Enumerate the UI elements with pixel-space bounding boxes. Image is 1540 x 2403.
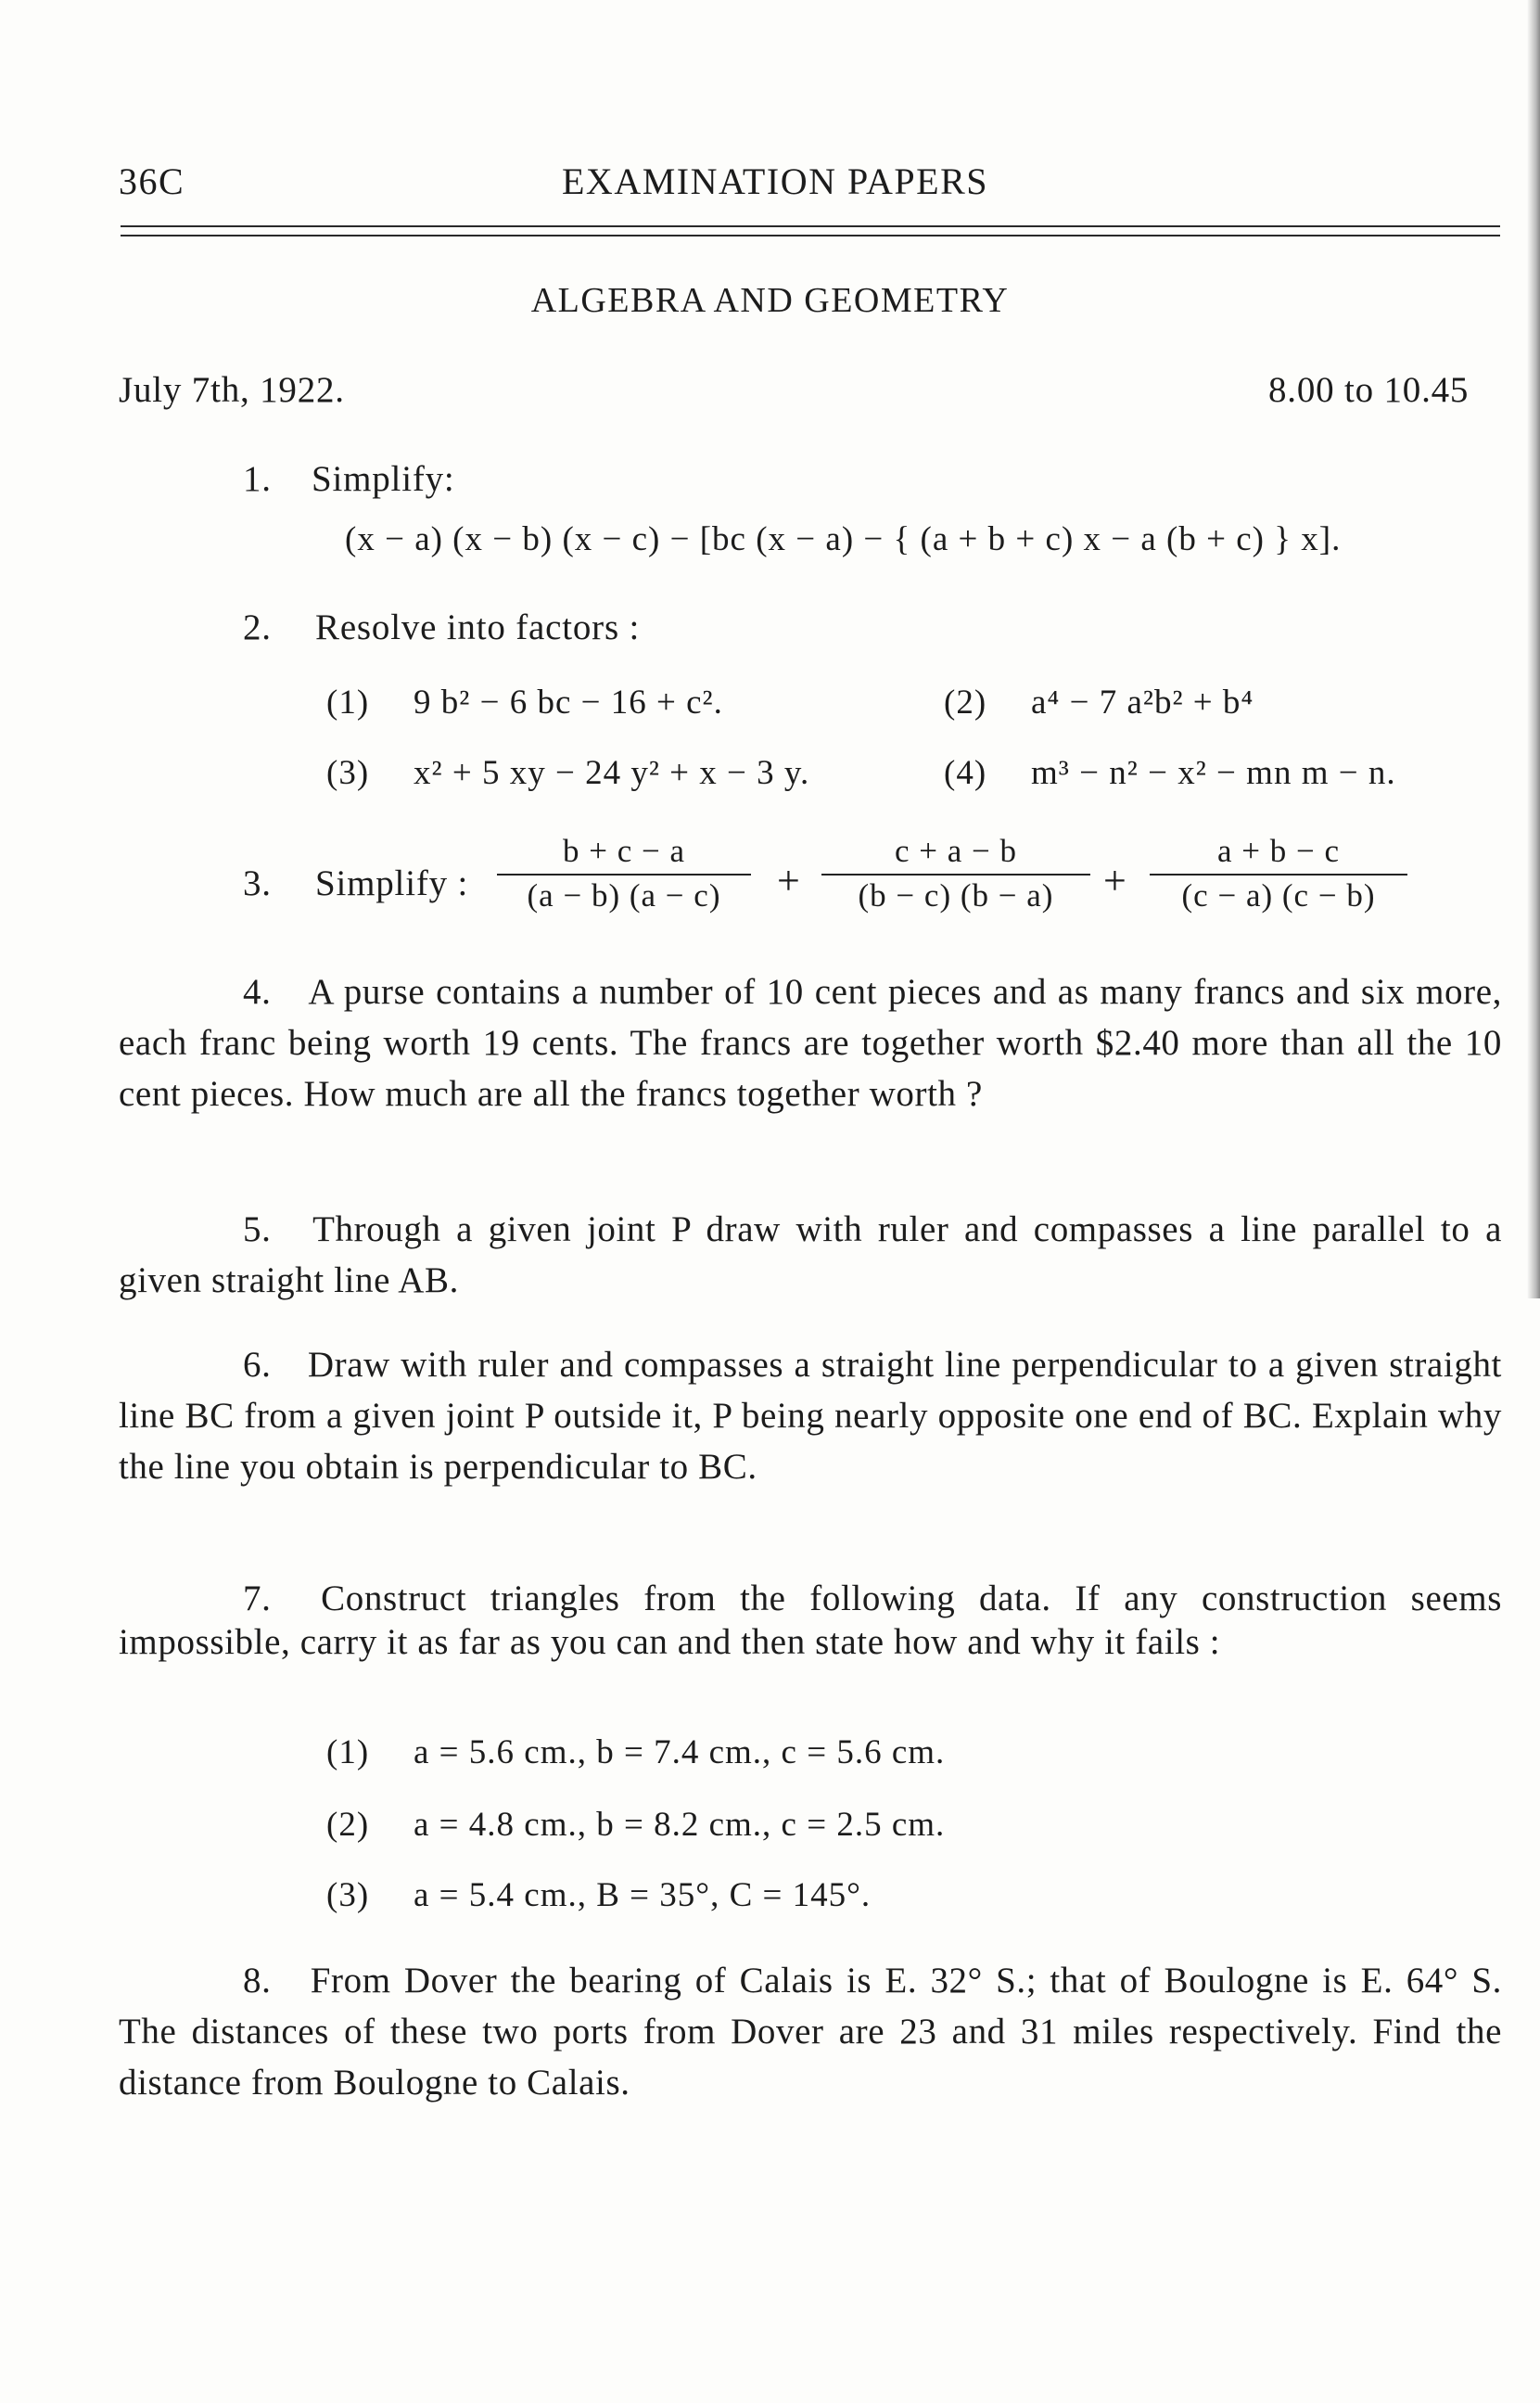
q3-plus-1: + [777, 858, 800, 903]
q6-number: 6. [243, 1345, 272, 1385]
q5-text: Through a given joint P draw with ruler and compasses a line parallel to a given straight line AB. [119, 1209, 1502, 1300]
q7-part1-data: a = 5.6 cm., b = 7.4 cm., c = 5.6 cm. [414, 1733, 946, 1771]
q8-text: From Dover the bearing of Calais is E. 32° S.; that of Boulogne is E. 64° S. The distances of these two ports from Dover are 23 and 31 miles respectively. Find the distance from Boulogne to Calais. [119, 1961, 1502, 2103]
q1-number: 1. [243, 459, 272, 499]
q3-fraction-2 [821, 833, 1090, 914]
exam-time: 8.00 to 10.45 [1268, 370, 1470, 410]
q3-label: Simplify : [315, 863, 469, 903]
q7-paragraph [119, 1577, 1502, 1664]
q7-part1-number: (1) [326, 1733, 370, 1771]
q3-fraction-3-denominator: (c − a) (c − b) [1181, 877, 1376, 914]
q6-paragraph [119, 1339, 1502, 1492]
q1-expression: (x − a) (x − b) (x − c) − [bc (x − a) − { (a + b + c) x − a (b + c) } x]. [345, 520, 1342, 558]
q8-number: 8. [243, 1961, 272, 2000]
q4-text: A purse contains a number of 10 cent pieces and as many francs and six more, each franc being worth 19 cents. The francs are together worth $2.40 more than all the 10 cent pieces. How much are all the francs together worth ? [119, 972, 1502, 1114]
q2-part2-expression: a⁴ − 7 a²b² + b⁴ [1031, 684, 1254, 722]
q4-paragraph [119, 966, 1502, 1119]
q2-part3-expression: x² + 5 xy − 24 y² + x − 3 y. [414, 754, 810, 792]
q3-fraction-2-denominator: (b − c) (b − a) [858, 877, 1054, 914]
q3-fraction-1 [497, 833, 751, 914]
q6-text: Draw with ruler and compasses a straight line perpendicular to a given straight line BC from a given joint P outside it, P being nearly opposite one end of BC. Explain why the line you obtain is perpendicular to BC. [119, 1345, 1502, 1487]
q7-part2-data: a = 4.8 cm., b = 8.2 cm., c = 2.5 cm. [414, 1806, 946, 1844]
q2-label: Resolve into factors : [315, 607, 641, 647]
page-number: 36C [119, 160, 185, 202]
q7-part3-number: (3) [326, 1876, 370, 1914]
q3-fraction-2-numerator: c + a − b [894, 833, 1018, 869]
q2-part3-number: (3) [326, 754, 370, 792]
page-edge-shadow [1527, 0, 1540, 1298]
q1-label: Simplify: [312, 459, 455, 499]
q8-paragraph [119, 1955, 1502, 2108]
q7-part3-data: a = 5.4 cm., B = 35°, C = 145°. [414, 1876, 872, 1914]
q3-fraction-3 [1150, 833, 1407, 914]
q3-fraction-3-numerator: a + b − c [1216, 833, 1341, 869]
q3-fraction-1-denominator: (a − b) (a − c) [527, 877, 721, 914]
q5-number: 5. [243, 1209, 272, 1249]
q7-text: Construct triangles from the following data. If any construction seems impossible, carry it as far as you can and then state how and why it fails : [119, 1579, 1502, 1662]
q3-number: 3. [243, 863, 272, 903]
header-rule-bottom [121, 235, 1500, 236]
q3-fraction-1-numerator: b + c − a [562, 833, 686, 869]
q7-part2-number: (2) [326, 1806, 370, 1844]
q2-number: 2. [243, 607, 272, 647]
q7-number: 7. [243, 1579, 272, 1618]
q2-part1-expression: 9 b² − 6 bc − 16 + c². [414, 684, 723, 722]
q2-part4-number: (4) [944, 754, 987, 792]
section-title: ALGEBRA AND GEOMETRY [530, 281, 1010, 320]
q3-plus-2: + [1103, 858, 1126, 903]
exam-date: July 7th, 1922. [119, 370, 345, 410]
running-title: EXAMINATION PAPERS [562, 160, 989, 202]
q2-part1-number: (1) [326, 684, 370, 722]
q2-part2-number: (2) [944, 684, 987, 722]
q5-paragraph [119, 1204, 1502, 1306]
q4-number: 4. [243, 972, 272, 1012]
q2-part4-expression: m³ − n² − x² − mn m − n. [1031, 754, 1396, 792]
header-rule-top [121, 225, 1500, 227]
